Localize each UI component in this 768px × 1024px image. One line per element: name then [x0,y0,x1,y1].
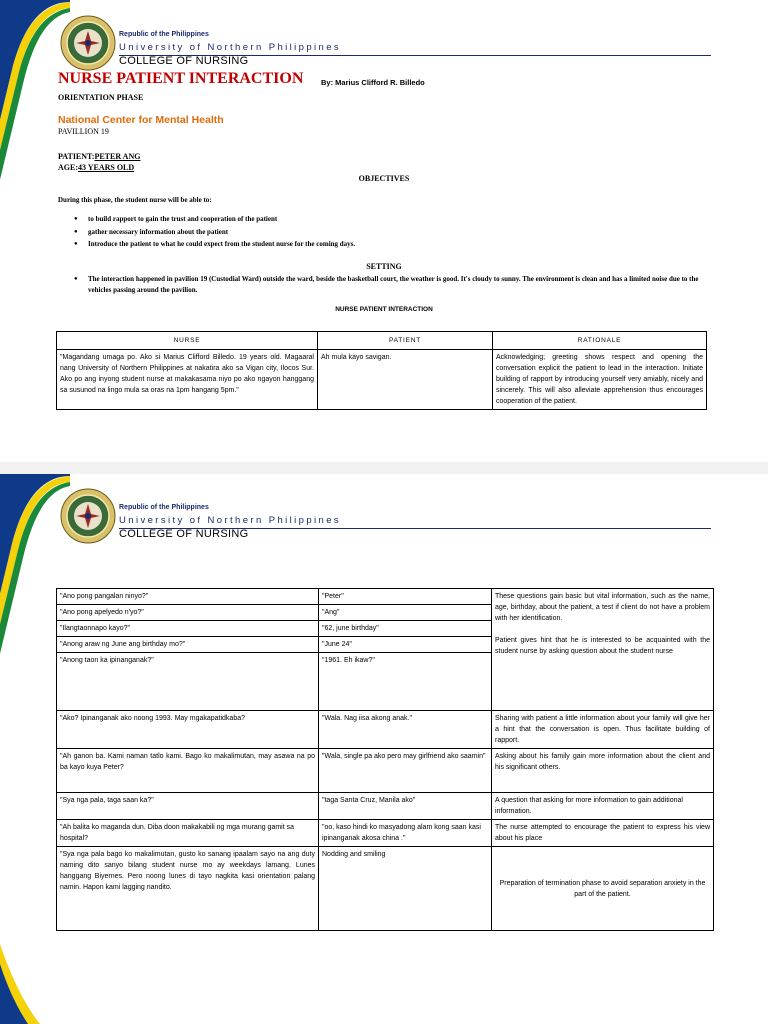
nurse-cell: "Magandang umaga po. Ako si Marius Clifford Billedo. 19 years old. Magaaral nang University of Northern Philippines at nakatira ako sa Vigan city, Ilocos Sur. Ako po ang inyong student nurse at makakasama niyo po ako ngayon hanggang sa susunod na lingo mula sa oras na 1pm hangang 5pm." [57,350,318,410]
institution-name: National Center for Mental Health [58,114,224,126]
nurse-cell: "Ano pong apelyedo n'yo?" [57,605,319,621]
patient-cell: "Peter" [319,589,492,605]
unp-seal-icon [60,488,116,544]
rationale-paragraph: Patient gives hint that he is interested to be acquainted with the student nurse by asking question about the student nurse [495,637,710,655]
interaction-table-continued [56,588,714,931]
patient-cell: "taga Santa Cruz, Manila ako" [319,793,492,820]
age-line [58,163,134,172]
interaction-table [56,331,707,410]
rationale-cell [492,589,714,711]
table-row [57,793,714,820]
nurse-cell: "Sya nga pala bago ko makalimutan, gusto ko sanang ipaalam sayo na ang duty naming dito sanyo bilang student nurse mo ay weekdays lamang. Lunes hanggang Biyernes. Pero noong lunes di tayo nagkita kasi orientation palang namin. Hapon kami lagging nandito. [57,847,319,931]
patient-line [58,152,140,161]
rationale-cell: The nurse attempted to encourage the patient to express his view about his place [492,820,714,847]
patient-label: PATIENT: [58,152,95,161]
objective-item: ● Introduce the patient to what he could expect from the student nurse for the coming days. [74,238,355,251]
age-label: AGE: [58,163,78,172]
nurse-cell: "Ah balita ko maganda dun. Diba doon makakabili ng mga murang gamit sa hospital? [57,820,319,847]
author-byline: By: Marius Clifford R. Billedo [321,78,425,87]
document-page-2 [0,474,768,1024]
document-page-1 [0,0,768,462]
table-row [57,350,707,410]
objective-item: ● to build rapport to gain the trust and cooperation of the patient [74,213,355,226]
nurse-cell: "Ano pong pangalan ninyo?" [57,589,319,605]
table-row [57,589,714,605]
nurse-cell: "Ilangtaonnapo kayo?" [57,621,319,637]
patient-cell: "June 24" [319,637,492,653]
nurse-cell: "Anong araw ng June ang birthday mo?" [57,637,319,653]
patient-cell: Nodding and smiling [319,847,492,931]
rationale-cell: Sharing with patient a little information about your family will give her a hint that the conversation is open. Thus facilitate building of rapport. [492,711,714,749]
republic-label: Republic of the Philippines [119,31,209,38]
rationale-paragraph: These questions gain basic but vital information, such as the name, age, birthday, about the patient, a test if client do not have a problem with her identification. [495,593,710,622]
objective-item: ● gather necessary information about the patient [74,226,355,239]
college-name: COLLEGE OF NURSING [119,55,249,67]
objectives-heading: OBJECTIVES [358,174,410,183]
patient-cell: Ah mula kayo savigan. [318,350,493,410]
nurse-cell: "Anong taon ka ipinanganak?" [57,653,319,711]
objectives-intro: During this phase, the student nurse will be able to: [58,196,212,204]
setting-heading: SETTING [366,262,402,271]
rationale-cell: A question that asking for more information to gain additional information. [492,793,714,820]
page-gap [0,462,768,474]
objectives-list [74,213,355,251]
patient-cell: "Wala. Nag iisa akong anak." [319,711,492,749]
age-value: 43 YEARS OLD [78,163,135,172]
table-row [57,711,714,749]
patient-cell: "Wala, single pa ako pero may girlfriend ako saamin" [319,749,492,793]
pavilion-label: PAVILLION 19 [58,127,109,136]
setting-text: ● The interaction happened in pavilion 19 (Custodial Ward) outside the ward, beside the basketball court, the weather is good. It's cloudy to sunny. The environment is clean and has a limited noise due to the vehicles passing around the pavilion. [74,274,714,296]
university-name: University of Northern Philippines [119,515,342,526]
table-row [57,847,714,931]
patient-cell: "oo, kaso hindi ko masyadong alam kong saan kasi ipinanganak akosa china ." [319,820,492,847]
patient-cell: "1961. Eh ikaw?" [319,653,492,711]
rationale-cell: Preparation of termination phase to avoid separation anxiety in the part of the patient. [492,847,714,931]
table-header-row [57,332,707,350]
republic-label: Republic of the Philippines [119,504,209,511]
nurse-cell: "Sya nga pala, taga saan ka?" [57,793,319,820]
rationale-cell: Asking about his family gain more information about the client and his significant others. [492,749,714,793]
column-header-nurse: NURSE [57,332,318,350]
unp-seal-icon [60,15,116,71]
patient-cell: "Ang" [319,605,492,621]
table-row [57,820,714,847]
college-name: COLLEGE OF NURSING [119,528,249,540]
nurse-cell: "Ah ganon ba. Kami naman tatlo kami. Bago ko makalimutan, may asawa na po ba kayo kuya Peter? [57,749,319,793]
column-header-rationale: RATIONALE [493,332,707,350]
nurse-cell: "Ako? Ipinanganak ako noong 1993. May mgakapatidkaba? [57,711,319,749]
table-heading: NURSE PATIENT INTERACTION [335,306,433,313]
page-title: NURSE PATIENT INTERACTION [58,70,304,87]
university-name: University of Northern Philippines [119,42,342,53]
column-header-patient: PATIENT [318,332,493,350]
patient-cell: "62, june birthday" [319,621,492,637]
phase-label: ORIENTATION PHASE [58,93,144,102]
patient-value: PETER ANG [94,152,141,161]
rationale-cell: Acknowledging; greeting shows respect and opening the conversation explicit the patient to lead in the interaction. Initiate building of rapport by introducing yourself very amiably, nicely and sincerely. This will also alleviate apprehension thus encourages cooperation of the patient. [493,350,707,410]
